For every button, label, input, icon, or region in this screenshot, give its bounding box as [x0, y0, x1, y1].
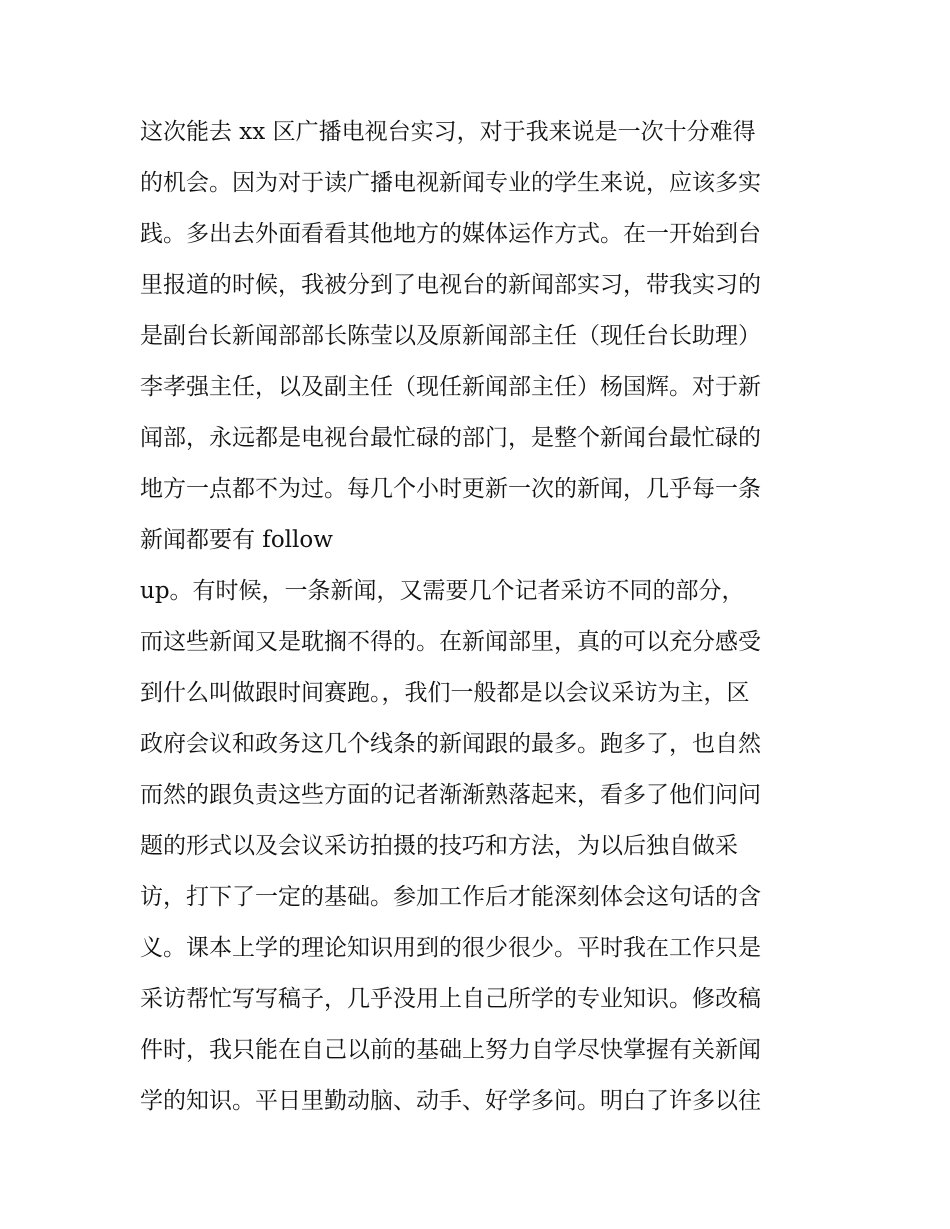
text-line: 闻部，永远都是电视台最忙碌的部门，是整个新闻台最忙碌的: [140, 425, 761, 451]
text-line: 这次能去 xx 区广播电视台实习，对于我来说是一次十分难得: [140, 119, 756, 145]
body-text: [140, 107, 830, 1127]
text-line: 题的形式以及会议采访拍摄的技巧和方法，为以后独自做采: [140, 833, 738, 859]
text-line: 新闻都要有 follow: [140, 527, 333, 553]
text-line: 地方一点都不为过。每几个小时更新一次的新闻，几乎每一条: [140, 476, 761, 502]
text-line: 是副台长新闻部部长陈莹以及原新闻部主任（现任台长助理）: [140, 323, 761, 349]
text-line: 践。多出去外面看看其他地方的媒体运作方式。在一开始到台: [140, 221, 761, 247]
text-line: 里报道的时候，我被分到了电视台的新闻部实习，带我实习的: [140, 272, 761, 298]
text-line: 学的知识。平日里勤动脑、动手、好学多问。明白了许多以往: [140, 1088, 761, 1114]
text-line: 而这些新闻又是耽搁不得的。在新闻部里，真的可以充分感受: [140, 629, 761, 655]
text-line: up。有时候，一条新闻，又需要几个记者采访不同的部分，: [140, 578, 745, 604]
text-line: 采访帮忙写写稿子，几乎没用上自己所学的专业知识。修改稿: [140, 986, 761, 1012]
text-line: 而然的跟负责这些方面的记者渐渐熟落起来，看多了他们问问: [140, 782, 761, 808]
text-line: 的机会。因为对于读广播电视新闻专业的学生来说，应该多实: [140, 170, 761, 196]
text-line: 政府会议和政务这几个线条的新闻跟的最多。跑多了，也自然: [140, 731, 761, 757]
text-line: 件时，我只能在自己以前的基础上努力自学尽快掌握有关新闻: [140, 1037, 761, 1063]
text-line: 到什么叫做跟时间赛跑。，我们一般都是以会议采访为主，区: [140, 680, 750, 706]
text-line: 李孝强主任，以及副主任（现任新闻部主任）杨国辉。对于新: [140, 374, 761, 400]
text-line: 义。课本上学的理论知识用到的很少很少。平时我在工作只是: [140, 935, 761, 961]
text-line: 访，打下了一定的基础。参加工作后才能深刻体会这句话的含: [140, 884, 761, 910]
